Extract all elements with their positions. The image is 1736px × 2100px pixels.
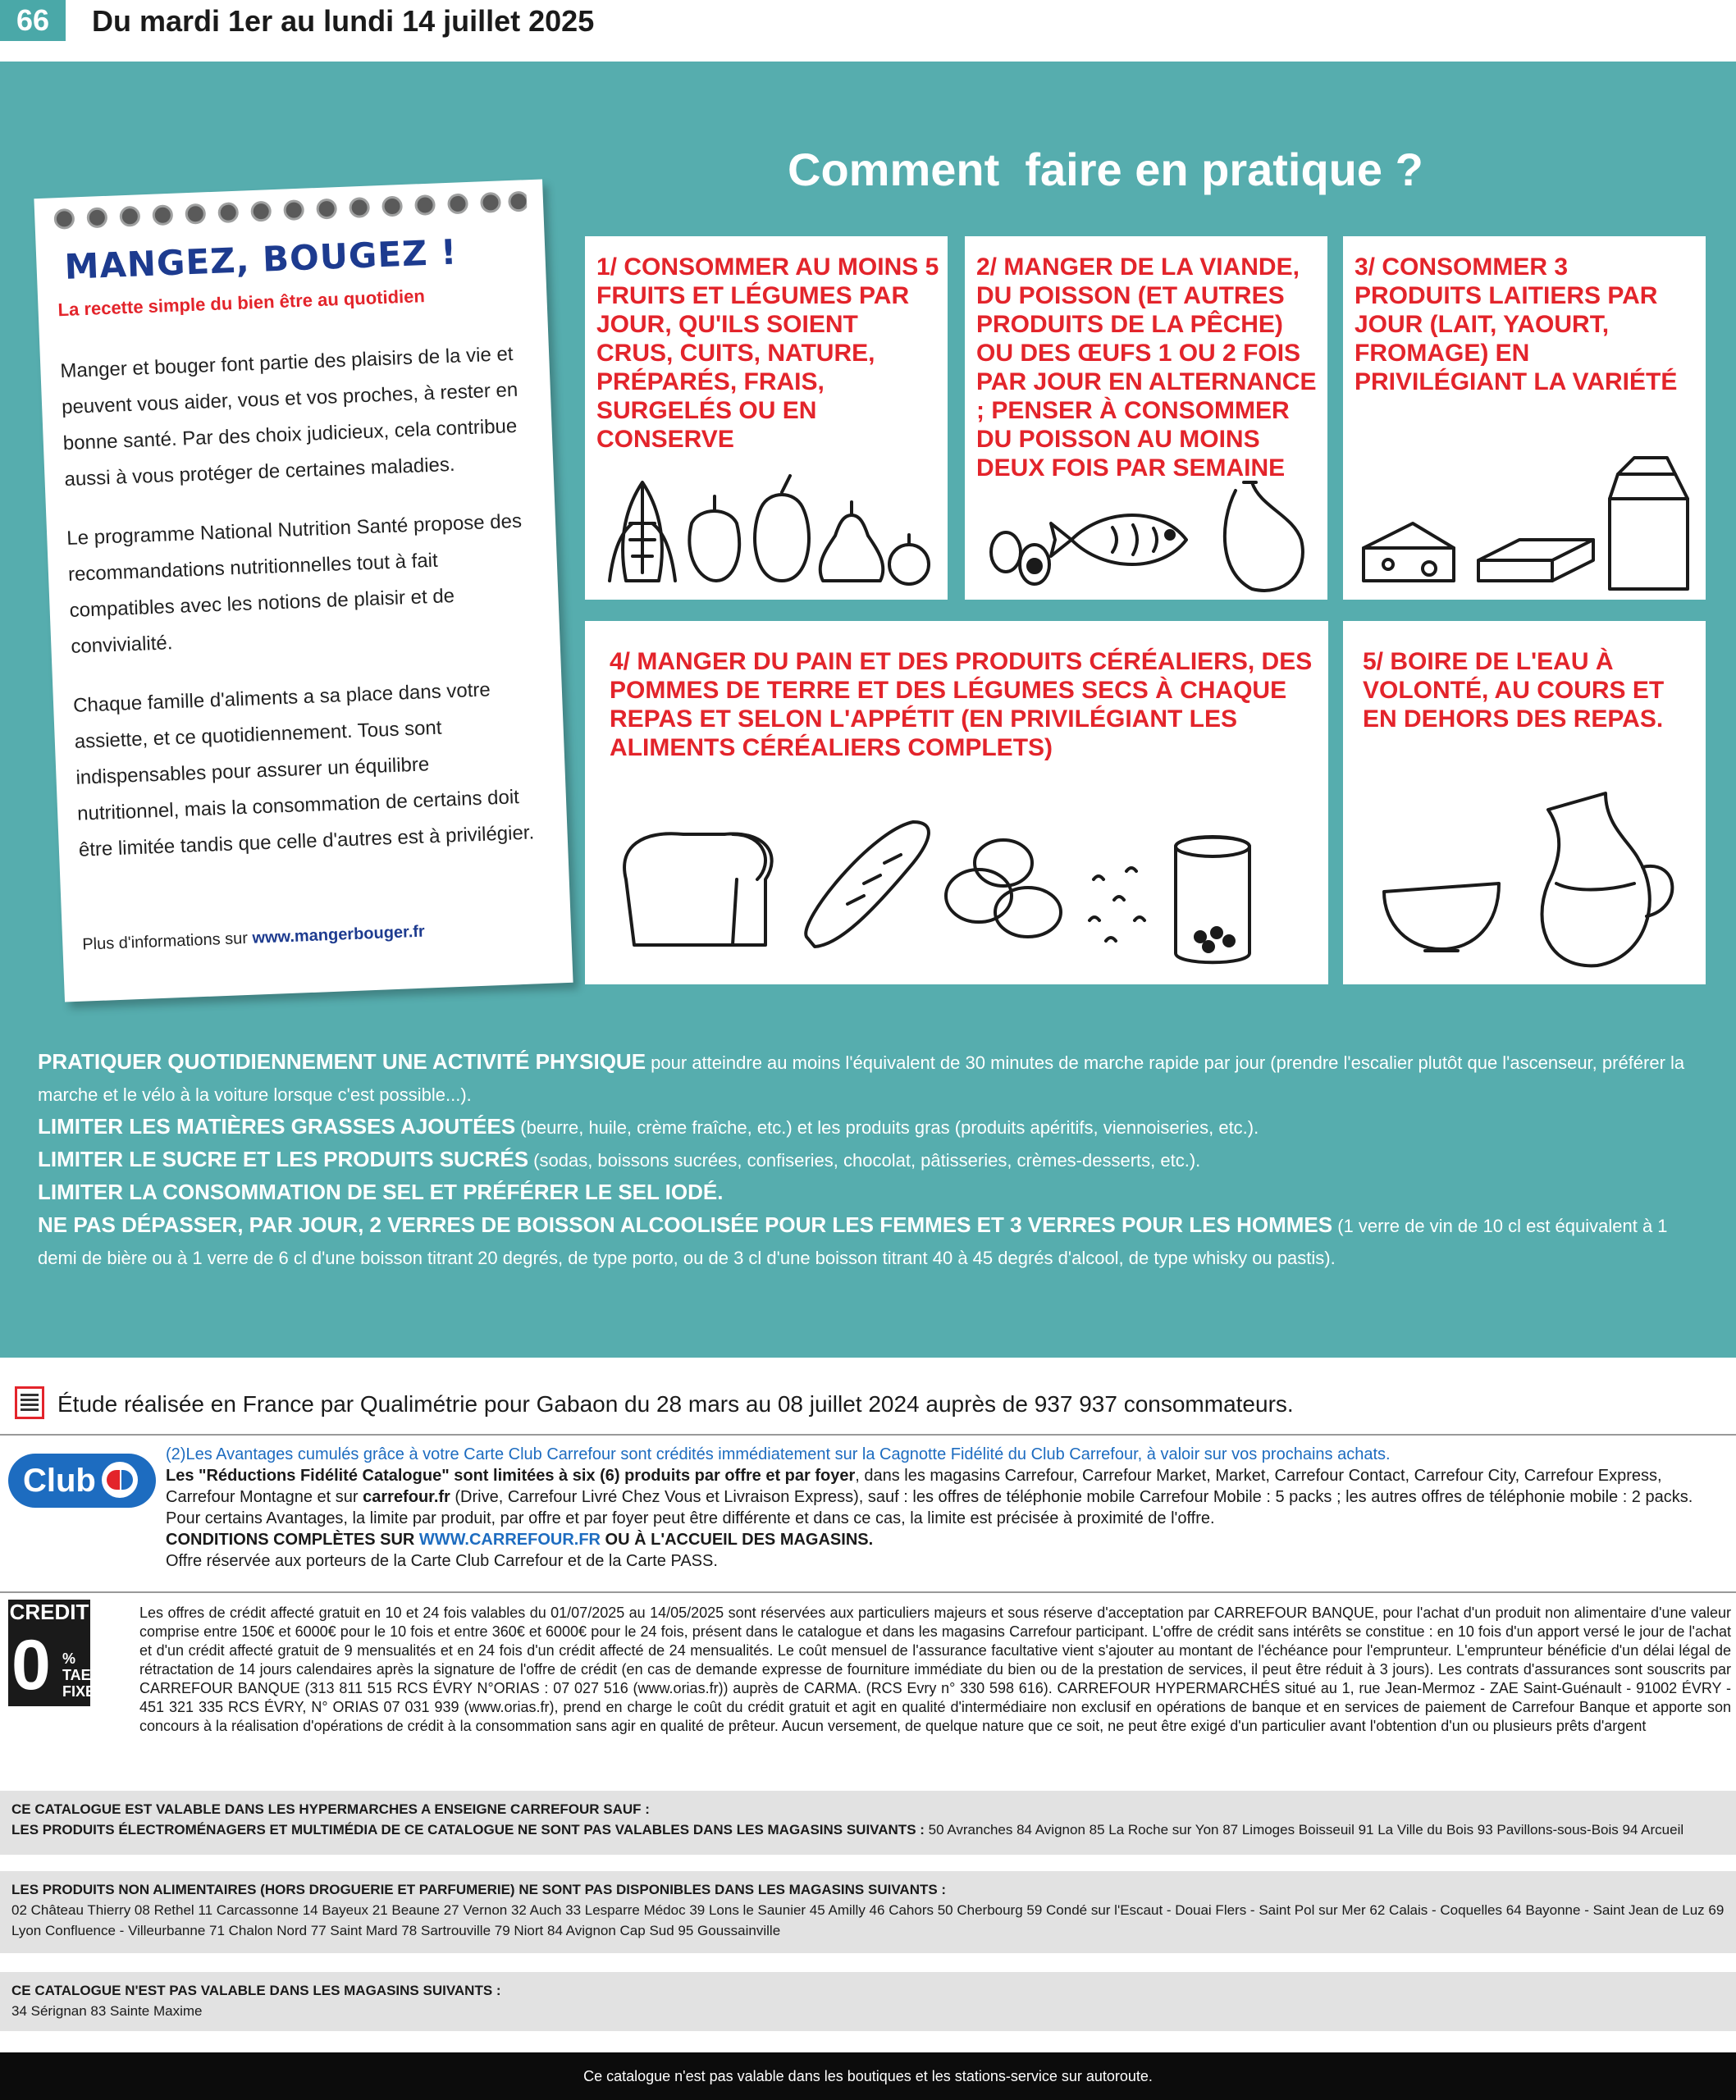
note-paragraph: Chaque famille d'aliments a sa place dans votre assiette, et ce quotidiennement. Tous sont indispensables pour assurer un équilibre nutritionnel, mais la consommation de certains doit être limitée tandis que celle d'autres est à privilégier. — [72, 678, 535, 861]
club-logo-text: Club — [23, 1463, 96, 1499]
advice-item — [38, 1144, 1711, 1176]
advice-bold: PRATIQUER QUOTIDIENNEMENT UNE ACTIVITÉ PHYSIQUE — [38, 1049, 646, 1074]
card-bread-cereals — [585, 621, 1328, 984]
box-title — [11, 1879, 1725, 1900]
club-text: , dans les magasins Carrefour, Carrefour Market, Market, Carrefour Contact, Carrefour City, Carrefour Express, Carrefour Montagne et sur — [166, 1467, 1662, 1506]
divider — [0, 1591, 1736, 1593]
advice-bold: LIMITER LA CONSOMMATION DE SEL ET PRÉFÉRER LE SEL IODÉ. — [38, 1180, 724, 1204]
credit-label: CREDIT — [9, 1600, 89, 1624]
advice-text: (1 verre de vin de 10 cl est équivalent à 1 demi de bière ou à 1 verre de 6 cl d'une boisson titrant 20 degrés, de type porto, ou de 3 cl d'une boisson titrant 40 à 45 degrés d'alcool, de type whisky ou pastis). — [38, 1216, 1668, 1268]
store-list: 34 Sérignan 83 Sainte Maxime — [11, 2003, 203, 2019]
club-bold: Les "Réductions Fidélité Catalogue" sont limitées à six (6) produits par offre et par foyer — [166, 1467, 856, 1485]
club-line — [166, 1465, 1733, 1508]
club-text: (Drive, Carrefour Livré Chez Vous et Livraison Express), sauf : les offres de téléphonie mobile Carrefour Mobile : 5 packs ; les autres offres de téléphonie mobile : 2 packs. — [450, 1488, 1693, 1506]
note-paragraph: Le programme National Nutrition Santé propose des recommandations nutritionnelles tout à fait compatibles avec les notions de plaisir et de convivialité. — [66, 509, 523, 658]
card-water — [1343, 621, 1706, 984]
advice-bold: LIMITER LE SUCRE ET LES PRODUITS SUCRÉS — [38, 1147, 529, 1171]
water-jug-icon — [1359, 777, 1696, 978]
advice-text: pour atteindre au moins l'équivalent de 30 minutes de marche rapide par jour (prendre l'escalier plutôt que l'ascenseur, préférer la marche et le vélo à la voiture lorsque c'est possible...). — [38, 1052, 1685, 1105]
note-heading: MANGEZ, BOUGEZ ! — [63, 231, 459, 287]
box-content — [11, 1819, 1725, 1840]
box-title — [11, 1980, 1725, 2001]
card-text: 4/ MANGER DU PAIN ET DES PRODUITS CÉRÉALIERS, DES POMMES DE TERRE ET DES LÉGUMES SECS À CHAQUE REPAS ET SELON L'APPÉTIT (EN PRIVILÉGIANT LES ALIMENTS CÉRÉALIERS COMPLETS) — [610, 648, 1313, 761]
box-title — [11, 1799, 1725, 1819]
box-title-text: LES PRODUITS NON ALIMENTAIRES (HORS DROGUERIE ET PARFUMERIE) NE SONT PAS DISPONIBLES DANS LES MAGASINS SUIVANTS : — [11, 1882, 947, 1897]
bread-cereals-icon — [601, 797, 1315, 978]
survey-icon — [15, 1386, 44, 1419]
box-lead: LES PRODUITS ÉLECTROMÉNAGERS ET MULTIMÉDIA DE CE CATALOGUE NE SONT PAS VALABLES DANS LES MAGASINS SUIVANTS : — [11, 1822, 929, 1838]
card-text: 3/ CONSOMMER 3 PRODUITS LAITIERS PAR JOUR (LAIT, YAOURT, FROMAGE) EN PRIVILÉGIANT LA VARIÉTÉ — [1355, 253, 1678, 395]
club-carrefour-logo — [8, 1454, 156, 1508]
note-paragraph: Manger et bouger font partie des plaisirs de la vie et peuvent vous aider, vous et vos proches, à rester en bonne santé. Par des choix judicieux, cela contribue aussi à vous protéger de certaines maladies. — [60, 342, 519, 491]
advice-list — [38, 1046, 1711, 1274]
card-text: 5/ BOIRE DE L'EAU À VOLONTÉ, AU COURS ET EN DEHORS DES REPAS. — [1363, 648, 1665, 733]
fruits-vegetables-icon — [593, 458, 938, 593]
exclusion-box — [0, 1972, 1736, 2031]
page-header — [0, 0, 1736, 43]
credit-pct: % — [62, 1650, 76, 1667]
club-line: (2)Les Avantages cumulés grâce à votre Carte Club Carrefour sont crédités immédiatement sur la Cagnotte Fidélité du Club Carrefour, à valoir sur vos prochains achats. — [166, 1445, 1391, 1463]
card-text: 2/ MANGER DE LA VIANDE, DU POISSON (ET AUTRES PRODUITS DE LA PÊCHE) OU DES ŒUFS 1 OU 2 FOIS PAR JOUR EN ALTERNANCE ; PENSER À CONSOMMER DU POISSON AU MOINS DEUX FOIS PAR SEMAINE — [976, 253, 1317, 482]
divider — [0, 1434, 1736, 1436]
section-title: Comment faire en pratique ? — [788, 144, 1423, 195]
advice-text: (beurre, huile, crème fraîche, etc.) et les produits gras (produits apéritifs, viennoiseries, etc.). — [515, 1117, 1259, 1138]
dairy-icon — [1355, 425, 1700, 596]
advice-item — [38, 1111, 1711, 1144]
store-list: 02 Château Thierry 08 Rethel 11 Carcassonne 14 Bayeux 21 Beaune 27 Vernon 32 Auch 33 Lesparre Médoc 39 Lons le Saunier 45 Amilly 46 Cahors 50 Cherbourg 59 Condé sur l'Escaut - Douai Flers - Saint Pol sur Mer 62 Calais - Coquelles 64 Bayonne - Saint Jean de Luz 69 Lyon Confluence - Villeurbanne 71 Chalon Nord 77 Saint Mard 78 Sartrouville 79 Niort 84 Avignon Cap Sud 95 Goussainville — [11, 1902, 1725, 1938]
note-more-info — [82, 923, 425, 955]
meat-fish-eggs-icon — [973, 474, 1318, 596]
club-conditions — [166, 1444, 1733, 1572]
note-body — [60, 336, 540, 892]
date-range: Du mardi 1er au lundi 14 juillet 2025 — [92, 4, 595, 38]
carrefour-site-link[interactable]: carrefour.fr — [363, 1488, 450, 1506]
club-bold: CONDITIONS COMPLÈTES SUR — [166, 1531, 419, 1549]
club-line: Offre réservée aux porteurs de la Carte Club Carrefour et de la Carte PASS. — [166, 1552, 718, 1570]
carrefour-icon — [102, 1462, 138, 1498]
card-meat-fish-eggs — [965, 236, 1327, 600]
card-fruits-vegetables — [585, 236, 948, 600]
advice-item — [38, 1046, 1711, 1111]
club-line — [166, 1529, 1733, 1550]
more-info-prefix: Plus d'informations sur — [81, 929, 253, 954]
credit-fixe-text: FIXE — [62, 1683, 96, 1700]
carrefour-site-link[interactable]: WWW.CARREFOUR.FR — [418, 1531, 601, 1549]
mangerbouger-link[interactable]: www.mangerbouger.fr — [252, 922, 426, 947]
advice-text: (sodas, boissons sucrées, confiseries, chocolat, pâtisseries, crèmes-desserts, etc.). — [528, 1150, 1201, 1171]
credit-badge — [8, 1600, 131, 1706]
page-number: 66 — [0, 0, 66, 41]
card-text: 1/ CONSOMMER AU MOINS 5 FRUITS ET LÉGUMES PAR JOUR, QU'ILS SOIENT CRUS, CUITS, NATURE, PRÉPARÉS, FRAIS, SURGELÉS OU EN CONSERVE — [596, 253, 939, 453]
credit-taeg — [62, 1650, 103, 1700]
note-card — [34, 179, 573, 1002]
credit-legal-text: Les offres de crédit affecté gratuit en 10 et 24 fois valables du 01/07/2025 au 14/05/2025 sont réservées aux particuliers majeurs et sous réserve d'acceptation par CARREFOUR BANQUE, pour l'achat d'un produit non alimentaire d'une valeur comprise entre 150€ et 6000€ pour le 10 fois et entre 360€ et 6000€ pour le 24 fois, présent dans le catalogue et dans les magasins Carrefour participant. L'offre de crédit sans intérêts se constitue : en 10 fois d'un apport versé le jour de l'achat et d'un crédit affecté gratuit de 9 mensualités et en 24 fois d'un crédit affecté de 24 mensualités. Le coût mensuel de l'assurance facultative vient s'ajouter au montant de l'échéance pour l'emprunteur. L'emprunteur bénéficie d'un délai légal de rétractation de 14 jours calendaires après la signature de l'offre de crédit (en cas de demande expresse de fourniture immédiate du bien ou de la prestation de services, il peut être réduit à 3 jours). Les contrats d'assurances sont souscrits par CARREFOUR BANQUE (313 811 515 RCS ÉVRY N°ORIAS : 07 027 516 (www.orias.fr)) auprès de CARMA. (RCS Evry n° 330 598 616). CARREFOUR HYPERMARCHÉS situé au 1, rue Jean-Mermoz - ZAE Saint-Guénault - 91002 ÉVRY - 451 321 335 RCS ÉVRY, N° ORIAS 07 031 939 (www.orias.fr), prend en charge le coût du crédit gratuit et agit en qualité d'intermédiaire non exclusif en opérations de banque et en services de paiement de Carrefour Banque et apporte son concours à la réalisation d'opérations de crédit à la consommation sans agir en qualité de prêteur. Aucun versement, de quelque nature que ce soit, ne peut être exigé d'un particulier avant l'obtention d'un ou plusieurs prêts d'argent — [139, 1605, 1731, 1734]
box-title-text: CE CATALOGUE EST VALABLE DANS LES HYPERMARCHES A ENSEIGNE CARREFOUR SAUF : — [11, 1801, 650, 1817]
advice-bold: LIMITER LES MATIÈRES GRASSES AJOUTÉES — [38, 1114, 516, 1139]
advice-item — [38, 1209, 1711, 1274]
survey-note: Étude réalisée en France par Qualimétrie pour Gabaon du 28 mars au 08 juillet 2024 auprès de 937 937 consommateurs. — [57, 1391, 1294, 1417]
validity-box — [0, 1791, 1736, 1855]
club-line: Pour certains Avantages, la limite par produit, par offre et par foyer peut être différente et dans ce cas, la limite est précisée à proximité de l'offre. — [166, 1509, 1215, 1527]
footer-note: Ce catalogue n'est pas valable dans les boutiques et les stations-service sur autoroute. — [0, 2052, 1736, 2100]
box-title-text: CE CATALOGUE N'EST PAS VALABLE DANS LES MAGASINS SUIVANTS : — [11, 1983, 501, 1998]
club-bold: OU À L'ACCUEIL DES MAGASINS. — [600, 1531, 874, 1549]
credit-taeg-text: TAEG — [62, 1667, 103, 1683]
advice-item — [38, 1176, 1711, 1209]
note-subheading: La recette simple du bien être au quotidien — [57, 285, 426, 321]
credit-zero-digit: 0 — [11, 1626, 51, 1705]
store-list: 50 Avranches 84 Avignon 85 La Roche sur Yon 87 Limoges Boisseuil 91 La Ville du Bois 93 Pavillons-sous-Bois 94 Arcueil — [928, 1822, 1684, 1838]
card-dairy — [1343, 236, 1706, 600]
advice-bold: NE PAS DÉPASSER, PAR JOUR, 2 VERRES DE BOISSON ALCOOLISÉE POUR LES FEMMES ET 3 VERRES POUR LES HOMMES — [38, 1212, 1333, 1237]
non-food-box — [0, 1871, 1736, 1953]
